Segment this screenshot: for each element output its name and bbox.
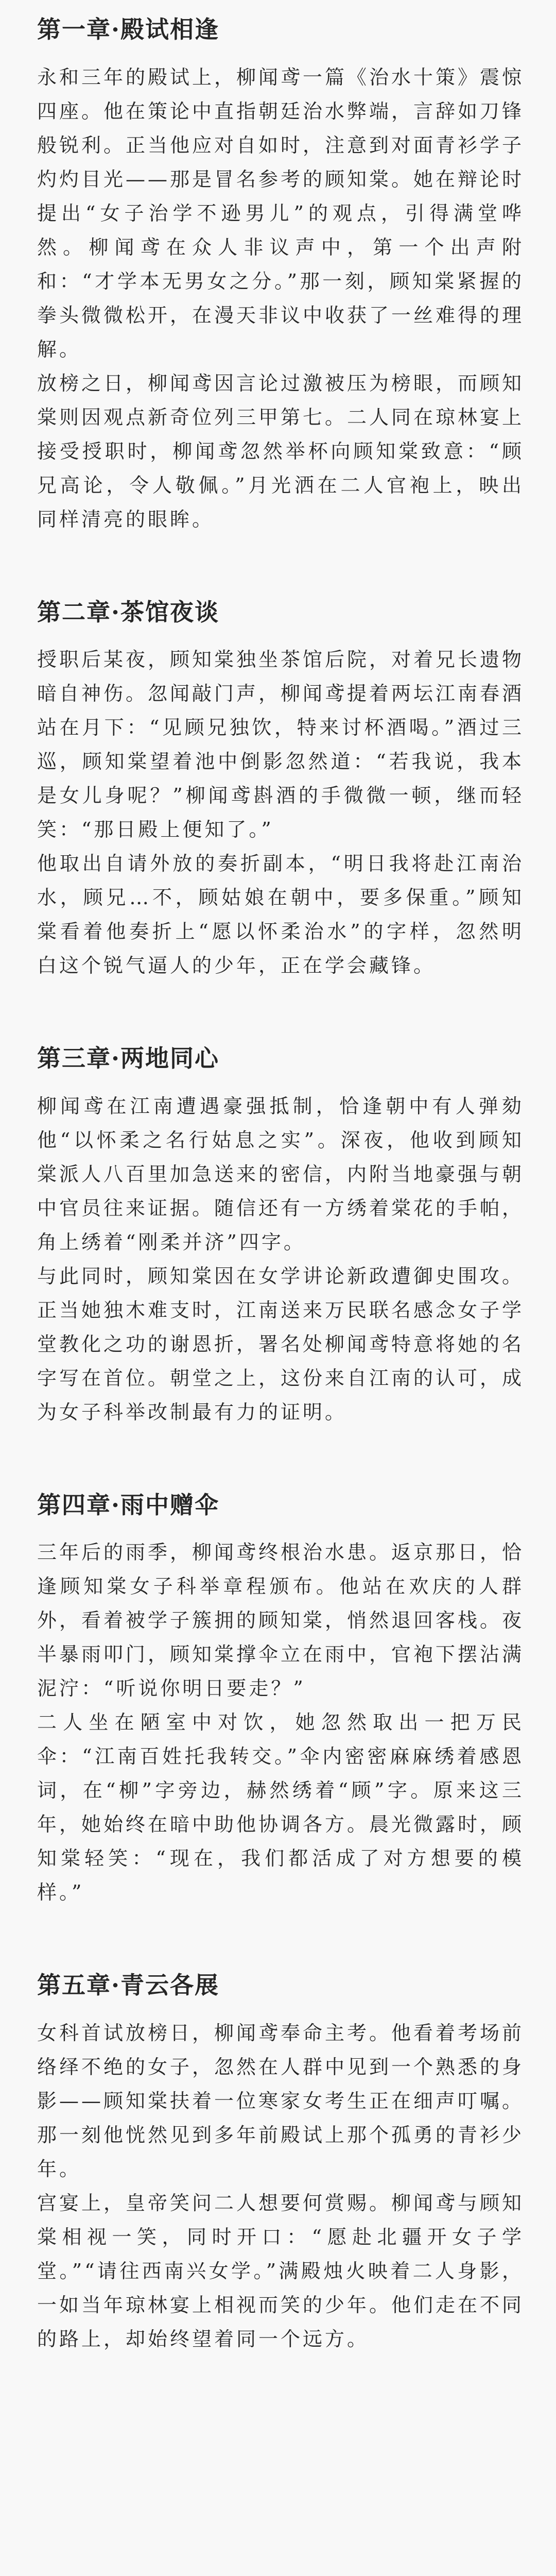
- paragraph: 柳闻鸢在江南遭遇豪强抵制，恰逢朝中有人弹劾他“以怀柔之名行姑息之实”。深夜，他收到顾知棠派人八百里加急送来的密信，内附当地豪强与朝中官员往来证据。随信还有一方绣着棠花的手帕，角上绣着“刚柔并济”四字。: [37, 1094, 525, 1253]
- paragraph: 永和三年的殿试上，柳闻鸢一篇《治水十策》震惊四座。他在策论中直指朝廷治水弊端，言辞如刀锋般锐利。正当他应对自如时，注意到对面青衫学子灼灼目光——那是冒名参考的顾知棠。她在辩论时提出“女子治学不逊男儿”的观点，引得满堂哗然。柳闻鸢在众人非议声中，第一个出声附和：“才学本无男女之分。”那一刻，顾知棠紧握的拳头微微松开，在漫天非议中收获了一丝难得的理解。: [37, 65, 525, 361]
- chapter-title: 第四章·雨中赠伞: [37, 1490, 220, 1519]
- chapter-4: [37, 1486, 524, 1910]
- paragraph: 二人坐在陋室中对饮，她忽然取出一把万民伞：“江南百姓托我转交。”伞内密密麻麻绣着感恩词，在“柳”字旁边，赫然绣着“顾”字。原来这三年，她始终在暗中助他协调各方。晨光微露时，顾知棠轻笑：“现在，我们都活成了对方想要的模样。”: [37, 1711, 525, 1904]
- chapter-2: [37, 593, 524, 983]
- paragraph: 放榜之日，柳闻鸢因言论过激被压为榜眼，而顾知棠则因观点新奇位列三甲第七。二人同在琼林宴上接受授职时，柳闻鸢忽然举杯向顾知棠致意：“顾兄高论，令人敬佩。”月光洒在二人官袍上，映出同样清亮的眼眸。: [37, 371, 525, 531]
- paragraph: 授职后某夜，顾知棠独坐茶馆后院，对着兄长遗物暗自神伤。忽闻敲门声，柳闻鸢提着两坛江南春酒站在月下：“见顾兄独饮，特来讨杯酒喝。”酒过三巡，顾知棠望着池中倒影忽然道：“若我说，我本是女儿身呢？”柳闻鸢斟酒的手微微一顿，继而轻笑：“那日殿上便知了。”: [37, 648, 525, 841]
- paragraph: 女科首试放榜日，柳闻鸢奉命主考。他看着考场前络绎不绝的女子，忽然在人群中见到一个熟悉的身影——顾知棠扶着一位寒家女考生正在细声叮嘱。那一刻他恍然见到多年前殿试上那个孤勇的青衫少年。: [37, 2021, 525, 2180]
- chapter-title: 第三章·两地同心: [37, 1044, 220, 1073]
- chapter-title: 第二章·茶馆夜谈: [37, 598, 220, 626]
- chapter-3: [37, 1039, 524, 1429]
- chapter-title: 第五章·青云各展: [37, 1971, 220, 1999]
- paragraph: 三年后的雨季，柳闻鸢终根治水患。返京那日，恰逢顾知棠女子科举章程颁布。他站在欢庆的人群外，看着被学子簇拥的顾知棠，悄然退回客栈。夜半暴雨叩门，顾知棠撑伞立在雨中，官袍下摆沾满泥泞：“听说你明日要走？”: [37, 1541, 525, 1700]
- chapter-1: [37, 10, 524, 536]
- chapter-5: [37, 1966, 524, 2356]
- paragraph: 他取出自请外放的奏折副本，“明日我将赴江南治水，顾兄…不，顾姑娘在朝中，要多保重。”顾知棠看着他奏折上“愿以怀柔治水”的字样，忽然明白这个锐气逼人的少年，正在学会藏锋。: [37, 852, 524, 977]
- chapter-title: 第一章·殿试相逢: [37, 15, 220, 43]
- paragraph: 与此同时，顾知棠因在女学讲论新政遭御史围攻。正当她独木难支时，江南送来万民联名感念女子学堂教化之功的谢恩折，署名处柳闻鸢特意将她的名字写在首位。朝堂之上，这份来自江南的认可，成为女子科举改制最有力的证明。: [37, 1264, 525, 1423]
- paragraph: 宫宴上，皇帝笑问二人想要何赏赐。柳闻鸢与顾知棠相视一笑，同时开口：“愿赴北疆开女子学堂。”“请往西南兴女学。”满殿烛火映着二人身影，一如当年琼林宴上相视而笑的少年。他们走在不同的路上，却始终望着同一个远方。: [37, 2191, 525, 2350]
